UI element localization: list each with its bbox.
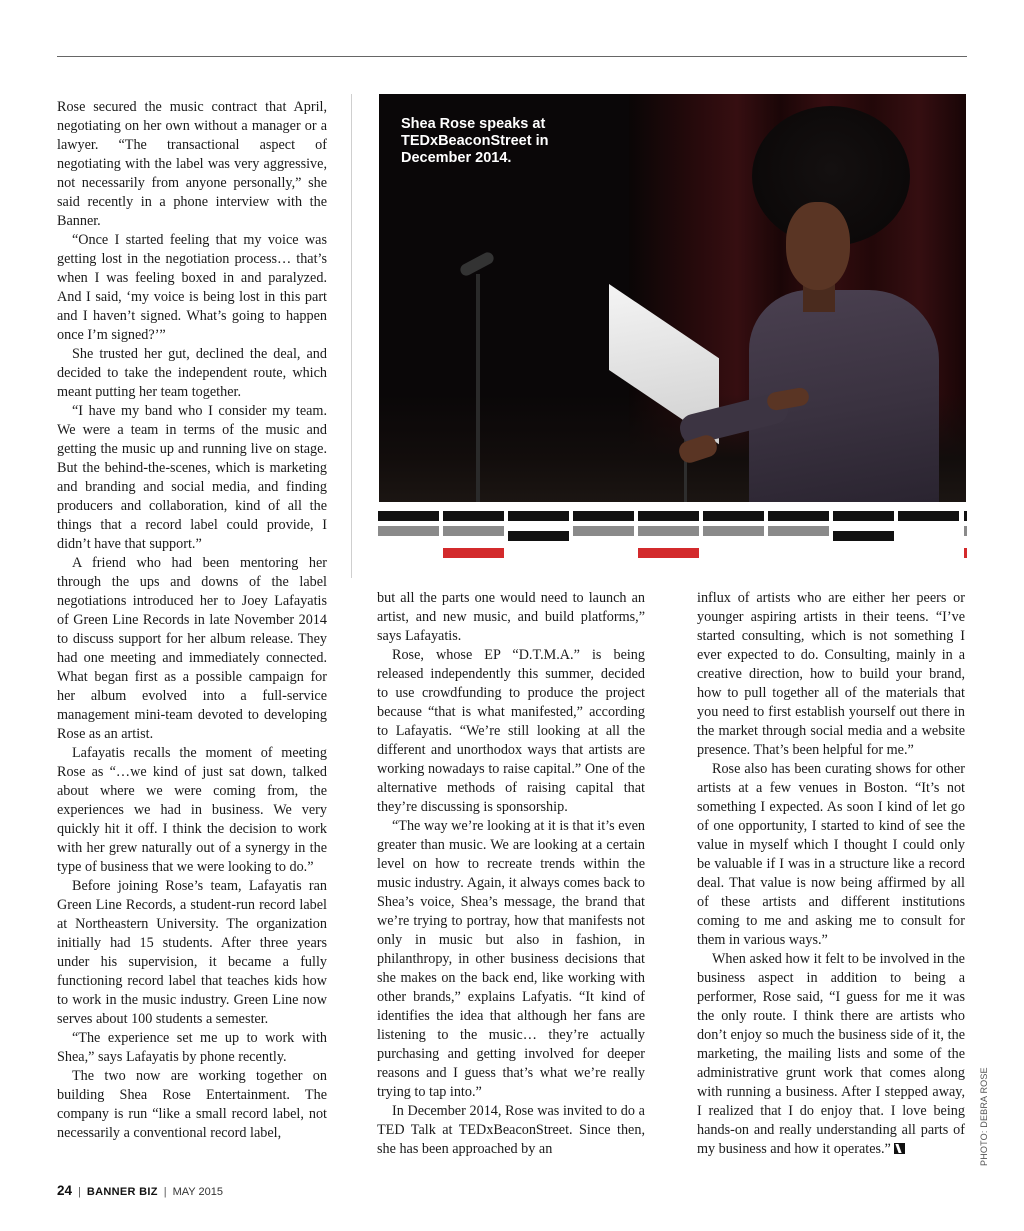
- article-column-1: [57, 98, 327, 1143]
- decorative-bar: [638, 526, 699, 536]
- paragraph-text: When asked how it felt to be involved in the business aspect in addition to being a performer, Rose said, “I guess for me it was the only route. I think there are artists who don’t enjoy so much the business side of it, the marketing, the mailing lists and some of the administrative grunt work that comes along with running a business. After I stepped away, I realized that I do enjoy that. I love being hands-on and really understanding all parts of my business and how it operates.”: [697, 951, 965, 1157]
- footer-separator: |: [163, 1186, 167, 1198]
- decorative-bar: [703, 526, 764, 536]
- paragraph: “I have my band who I consider my team. We were a team in terms of the music and getting the music up and running live on stage. But the behind-the-scenes, which is marketing and branding and social media, and finding producers and collaboration, kind of all the things that a record label could provide, I didn’t have that support.”: [57, 403, 327, 552]
- column-divider: [351, 94, 352, 578]
- decorative-bar: [768, 511, 829, 521]
- top-rule: [57, 56, 967, 57]
- paragraph: She trusted her gut, declined the deal, and decided to take the independent route, which meant putting her team together.: [57, 346, 327, 400]
- end-of-story-icon: [894, 1143, 905, 1154]
- decorative-bar: [443, 526, 504, 536]
- page-number: 24: [57, 1183, 73, 1198]
- article-column-3: [697, 589, 965, 1159]
- decorative-bar: [443, 548, 504, 558]
- decorative-bar: [638, 511, 699, 521]
- decorative-bar: [833, 531, 894, 541]
- decorative-bar: [508, 531, 569, 541]
- paragraph: Rose secured the music contract that April, negotiating on her own without a manager or a lawyer. “The transactional aspect of negotiating with the label was very aggressive, not necessarily from anyone personally,” she said recently in a phone interview with the Banner.: [57, 99, 327, 229]
- decorative-bar: [964, 526, 967, 536]
- paragraph: “Once I started feeling that my voice was getting lost in the negotiation process… that’s when I was feeling boxed in and paralyzed. And I said, ‘my voice is being lost in this part and I haven’t signed. What’s going to happen once I’m signed?’”: [57, 232, 327, 343]
- decorative-bar: [833, 511, 894, 521]
- photo-credit: PHOTO: DEBRA ROSE: [979, 1067, 989, 1166]
- decorative-bar: [638, 548, 699, 558]
- photo-caption: Shea Rose speaks at TEDxBeaconStreet in December 2014.: [401, 116, 549, 166]
- page-footer: [57, 1183, 223, 1198]
- paragraph: Before joining Rose’s team, Lafayatis ran Green Line Records, a student-run record label at Northeastern University. The organization initially had 15 students. After three years under his supervision, it became a fully functioning record label that teaches kids how to work in the music industry. Green Line now serves about 100 students a semester.: [57, 878, 327, 1027]
- decorative-bar: [378, 511, 439, 521]
- paragraph: Rose also has been curating shows for other artists at a few venues in Boston. “It’s not something I expected. As soon I kind of let go of one opportunity, I started to kind of see the value in myself which I thought I could only be valuable if I was in a structure like a record deal. That value is now being affirmed by all of these artists and different institutions coming to me and asking me to consult for them in various ways.”: [697, 761, 965, 948]
- paragraph: but all the parts one would need to launch an artist, and new music, and build platforms,” says Lafayatis.: [377, 590, 645, 644]
- article-column-2: [377, 589, 645, 1159]
- paragraph: influx of artists who are either her peers or younger aspiring artists in their teens. “I’ve started consulting, which is not something I ever expected to do. Consulting, mainly in a creative direction, how to build your brand, how to pull together all of the materials that you need to first establish yourself out there in the market through social media and a website presence. That’s been helpful for me.”: [697, 590, 965, 758]
- magazine-name: BANNER BIZ: [86, 1186, 158, 1198]
- decorative-bar: [443, 511, 504, 521]
- decorative-bar: [573, 526, 634, 536]
- paragraph: A friend who had been mentoring her through the ups and downs of the label negotiations introduced her to Joey Lafayatis of Green Line Records in late November 2014 to discuss support for her album release. They had one meeting and immediately connected. What began first as a possible campaign for her album evolved into a full-service management mini-team devoted to developing Rose as an artist.: [57, 555, 327, 742]
- decorative-bar: [378, 526, 439, 536]
- paragraph: The two now are working together on building Shea Rose Entertainment. The company is run “like a small record label, not necessarily a conventional record label,: [57, 1068, 327, 1141]
- paragraph: [697, 950, 965, 1159]
- speaker-face: [786, 202, 850, 290]
- decorative-bar: [964, 548, 967, 558]
- decorative-bar: [964, 511, 967, 521]
- paragraph: In December 2014, Rose was invited to do a TED Talk at TEDxBeaconStreet. Since then, she has been approached by an: [377, 1103, 645, 1157]
- decorative-bar: [898, 511, 959, 521]
- footer-separator: |: [78, 1186, 81, 1198]
- decorative-bar: [768, 526, 829, 536]
- paragraph: “The way we’re looking at it is that it’s even greater than music. We are looking at a certain level on how to recreate trends within the music industry. Again, it always comes back to Shea’s voice, Shea’s message, the brand that we’re trying to portray, how that manifests not only in music but also in fashion, in philanthropy, in other business decisions that she makes on the back end, like working with other brands,” explains Lafyatis. “It kind of identifies the idea that although her fans are listening to the music… they’re actually purchasing and getting involved for deeper reasons and I guess that’s what we’re really trying to tap into.”: [377, 818, 645, 1100]
- decorative-bar: [573, 511, 634, 521]
- paragraph: Rose, whose EP “D.T.M.A.” is being released independently this summer, decided to use crowdfunding to produce the project because “that is what manifested,” according to Lafayatis. “We’re still looking at all the different and unorthodox ways that artists are working nowadays to raise capital.” One of the alternative methods of raising capital that they’re discussing is sponsorship.: [377, 647, 645, 815]
- issue-date: MAY 2015: [172, 1186, 223, 1198]
- paragraph: “The experience set me up to work with Shea,” says Lafayatis by phone recently.: [57, 1030, 327, 1065]
- mic-stand: [476, 274, 480, 502]
- decorative-bar-strip: [378, 511, 967, 559]
- speaker-photo: [379, 94, 966, 502]
- decorative-bar: [508, 511, 569, 521]
- paragraph: Lafayatis recalls the moment of meeting Rose as “…we kind of just sat down, talked about where we were coming from, the experiences we had in business. We very quickly hit it off. I think the decision to work with her grew naturally out of a synergy in the type of business that we were looking to do.”: [57, 745, 327, 875]
- decorative-bar: [703, 511, 764, 521]
